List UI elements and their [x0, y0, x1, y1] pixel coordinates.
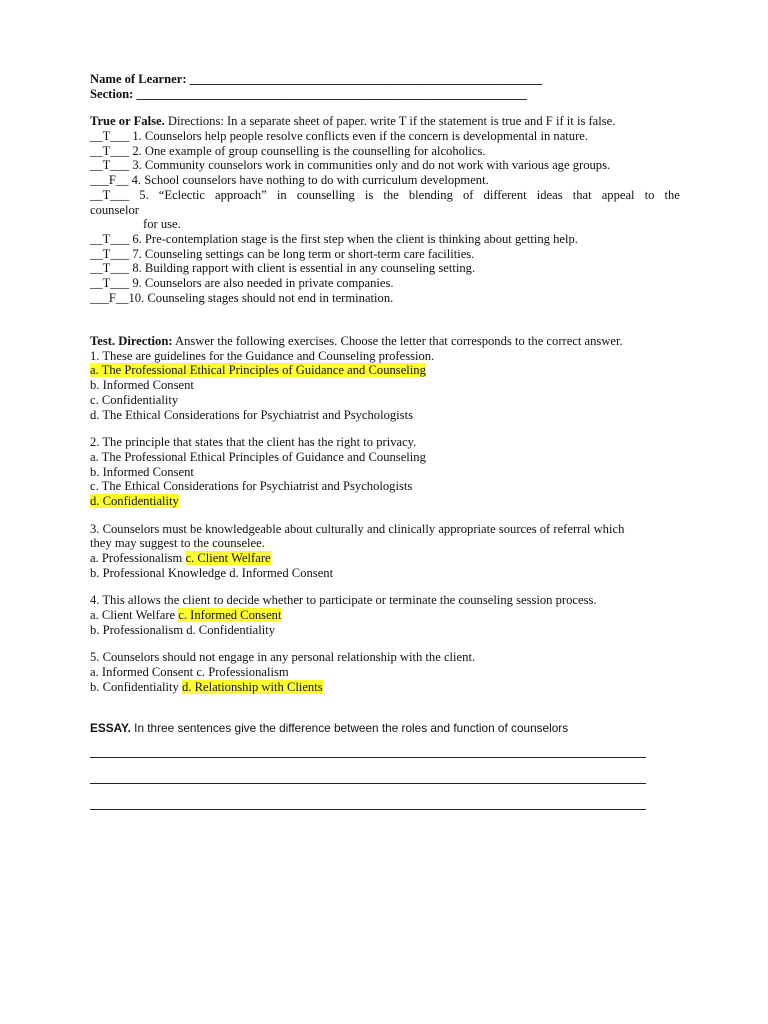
true-false-heading: True or False.	[90, 114, 165, 129]
tf-item-5-continued: counselor	[90, 202, 139, 217]
test-heading: Test. Direction:	[90, 334, 173, 349]
section-blank: ______________________________________________________________	[136, 86, 527, 101]
q1-option-a	[90, 363, 680, 378]
tf-item-6: __T___ 6. Pre-contemplation stage is the first step when the client is thinking about getting help.	[90, 231, 578, 246]
q2-option-d	[90, 494, 680, 509]
essay-answer-line-2[interactable]	[90, 773, 646, 784]
q2-answer-highlight: d. Confidentiality	[90, 493, 179, 508]
q1-answer-highlight: a. The Professional Ethical Principles of Guidance and Counseling	[90, 363, 426, 378]
q4-options-ac: a. Client Welfare c. Informed Consent	[90, 608, 282, 623]
tf-item-3: __T___ 3. Community counselors work in communities only and do not work with various age groups.	[90, 158, 611, 173]
section-label: Section:	[90, 86, 134, 101]
essay-prompt: ESSAY. In three sentences give the difference between the roles and function of counselors	[90, 720, 569, 735]
tf-item-4: ___F__ 4. School counselors have nothing to do with curriculum development.	[90, 173, 489, 188]
q5-answer-highlight: d. Relationship with Clients	[182, 679, 323, 694]
name-blank: ________________________________________________________	[189, 72, 543, 86]
q3-question: 3. Counselors must be knowledgeable about culturally and clinically appropriate sources of referral which	[90, 521, 625, 536]
tf-item-5: __T___ 5. “Eclectic approach” in counselling is the blending of different ideas that appeal to the	[90, 187, 680, 202]
tf-item-10: ___F__10. Counseling stages should not end in termination.	[90, 290, 394, 305]
test-directions: Test. Direction: Answer the following exercises. Choose the letter that corresponds to the correct answer.	[90, 334, 623, 349]
worksheet	[90, 72, 680, 810]
q5-options-ac: a. Informed Consent c. Professionalism	[90, 665, 289, 680]
tf-item-2: __T___ 2. One example of group counselling is the counselling for alcoholics.	[90, 143, 486, 158]
q4-question: 4. This allows the client to decide whether to participate or terminate the counseling session process.	[90, 593, 597, 608]
q3-answer-highlight: c. Client Welfare	[185, 551, 271, 566]
true-false-directions: True or False. Directions: In a separate sheet of paper. write T if the statement is true and F if it is false.	[90, 114, 616, 129]
q2-option-c: c. The Ethical Considerations for Psychiatrist and Psychologists	[90, 479, 413, 494]
q5-question: 5. Counselors should not engage in any personal relationship with the client.	[90, 650, 476, 665]
essay-heading: ESSAY.	[90, 720, 131, 735]
tf-item-1: __T___ 1. Counselors help people resolve conflicts even if the concern is developmental in nature.	[90, 129, 589, 144]
q1-option-d: d. The Ethical Considerations for Psychiatrist and Psychologists	[90, 407, 413, 422]
q4-answer-highlight: c. Informed Consent	[178, 608, 282, 623]
q4-options-bd: b. Professionalism d. Confidentiality	[90, 622, 276, 637]
q1-question: 1. These are guidelines for the Guidance and Counseling profession.	[90, 348, 435, 363]
q3-question-continued: they may suggest to the counselee.	[90, 536, 265, 551]
tf-item-7: __T___ 7. Counseling settings can be long term or short-term care facilities.	[90, 246, 475, 261]
q1-option-c: c. Confidentiality	[90, 392, 179, 407]
essay-answer-line-1[interactable]	[90, 747, 646, 758]
q5-options-bd: b. Confidentiality d. Relationship with Clients	[90, 679, 323, 694]
q1-option-b: b. Informed Consent	[90, 378, 194, 393]
tf-item-8: __T___ 8. Building rapport with client is essential in any counseling setting.	[90, 261, 476, 276]
essay-answer-line-3[interactable]	[90, 799, 646, 810]
name-line	[90, 72, 680, 87]
q3-options-ac: a. Professionalism c. Client Welfare	[90, 551, 271, 566]
tf-item-5-end: for use.	[143, 217, 181, 232]
section-line	[90, 87, 680, 102]
q2-option-b: b. Informed Consent	[90, 464, 194, 479]
q3-options-bd: b. Professional Knowledge d. Informed Consent	[90, 565, 334, 580]
tf-item-9: __T___ 9. Counselors are also needed in private companies.	[90, 275, 394, 290]
q2-option-a: a. The Professional Ethical Principles of Guidance and Counseling	[90, 449, 426, 464]
q2-question: 2. The principle that states that the client has the right to privacy.	[90, 435, 417, 450]
name-label: Name of Learner:	[90, 72, 187, 86]
